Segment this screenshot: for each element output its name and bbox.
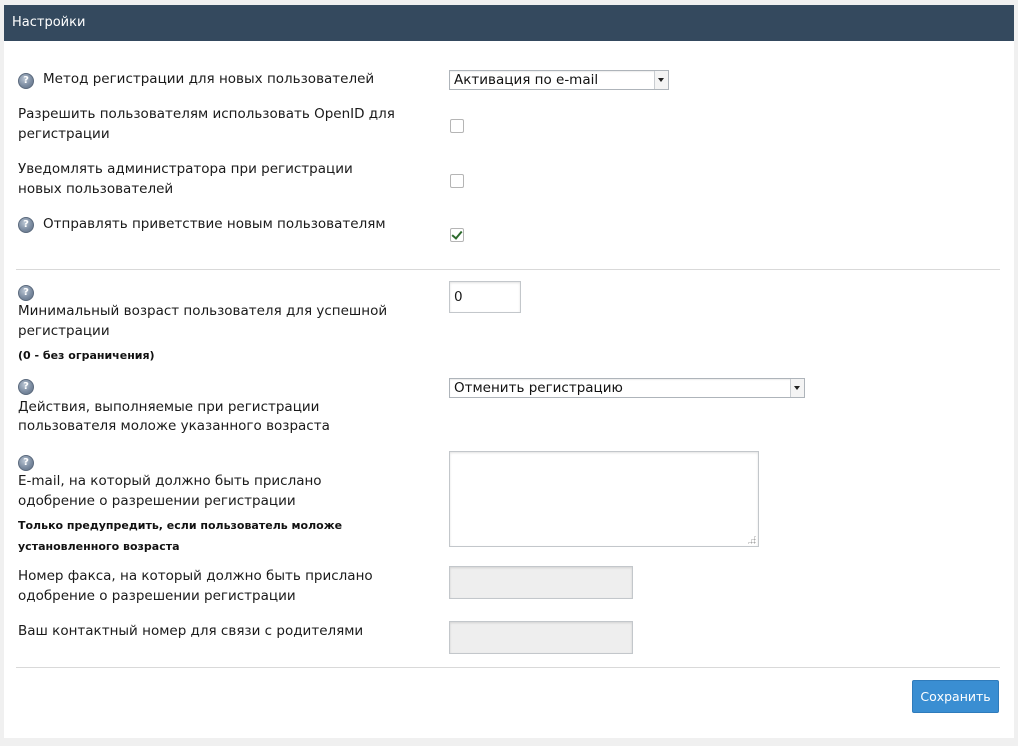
- section-divider: [16, 269, 1000, 270]
- help-icon[interactable]: ?: [18, 217, 34, 233]
- notify-admin-label-line1: Уведомлять администратора при регистрации: [18, 161, 353, 177]
- registration-method-select[interactable]: [449, 70, 669, 90]
- min-age-note: (0 - без ограничения): [18, 349, 155, 362]
- footer-divider: [16, 667, 1000, 668]
- openid-checkbox[interactable]: [450, 119, 464, 133]
- min-age-input[interactable]: [449, 281, 521, 313]
- openid-label-line2: регистрации: [18, 126, 110, 142]
- min-age-label-line1: Минимальный возраст пользователя для успешной: [18, 303, 388, 319]
- approval-email-note-line2: установленного возраста: [18, 540, 180, 553]
- panel-header: [4, 5, 1014, 41]
- resize-grip-icon[interactable]: [747, 535, 756, 544]
- approval-email-textarea[interactable]: [449, 451, 759, 547]
- approval-email-note-line1: Только предупредить, если пользователь моложе: [18, 519, 343, 532]
- welcome-label: Отправлять приветствие новым пользователям: [43, 216, 386, 232]
- underage-action-value: Отменить регистрацию: [454, 380, 623, 396]
- fax-label-line2: одобрение о разрешении регистрации: [18, 588, 296, 604]
- registration-method-value: Активация по e-mail: [454, 72, 599, 88]
- underage-action-label-line1: Действия, выполняемые при регистрации: [18, 399, 320, 415]
- help-icon[interactable]: ?: [18, 73, 34, 89]
- min-age-label-line2: регистрации: [18, 323, 110, 339]
- help-icon[interactable]: ?: [18, 379, 34, 395]
- panel-title: Настройки: [12, 15, 86, 30]
- chevron-down-icon: [790, 379, 804, 397]
- fax-input[interactable]: [449, 566, 633, 599]
- help-icon[interactable]: ?: [18, 285, 34, 301]
- underage-action-label-line2: пользователя моложе указанного возраста: [18, 418, 330, 434]
- notify-admin-label-line2: новых пользователей: [18, 181, 174, 197]
- min-age-value: 0: [454, 289, 463, 305]
- welcome-checkbox[interactable]: [450, 228, 464, 242]
- registration-method-label: Метод регистрации для новых пользователей: [43, 71, 375, 87]
- fax-label-line1: Номер факса, на который должно быть прислано: [18, 568, 373, 584]
- notify-admin-checkbox[interactable]: [450, 174, 464, 188]
- parent-phone-label: Ваш контактный номер для связи с родителями: [18, 623, 364, 639]
- approval-email-label-line1: E-mail, на который должно быть прислано: [18, 473, 322, 489]
- underage-action-select[interactable]: [449, 378, 805, 398]
- settings-panel: [4, 5, 1014, 738]
- chevron-down-icon: [654, 71, 668, 89]
- approval-email-label-line2: одобрение о разрешении регистрации: [18, 493, 296, 509]
- openid-label-line1: Разрешить пользователям использовать OpenID для: [18, 106, 395, 122]
- save-button[interactable]: Сохранить: [912, 680, 999, 713]
- parent-phone-input[interactable]: [449, 621, 633, 654]
- help-icon[interactable]: ?: [18, 455, 34, 471]
